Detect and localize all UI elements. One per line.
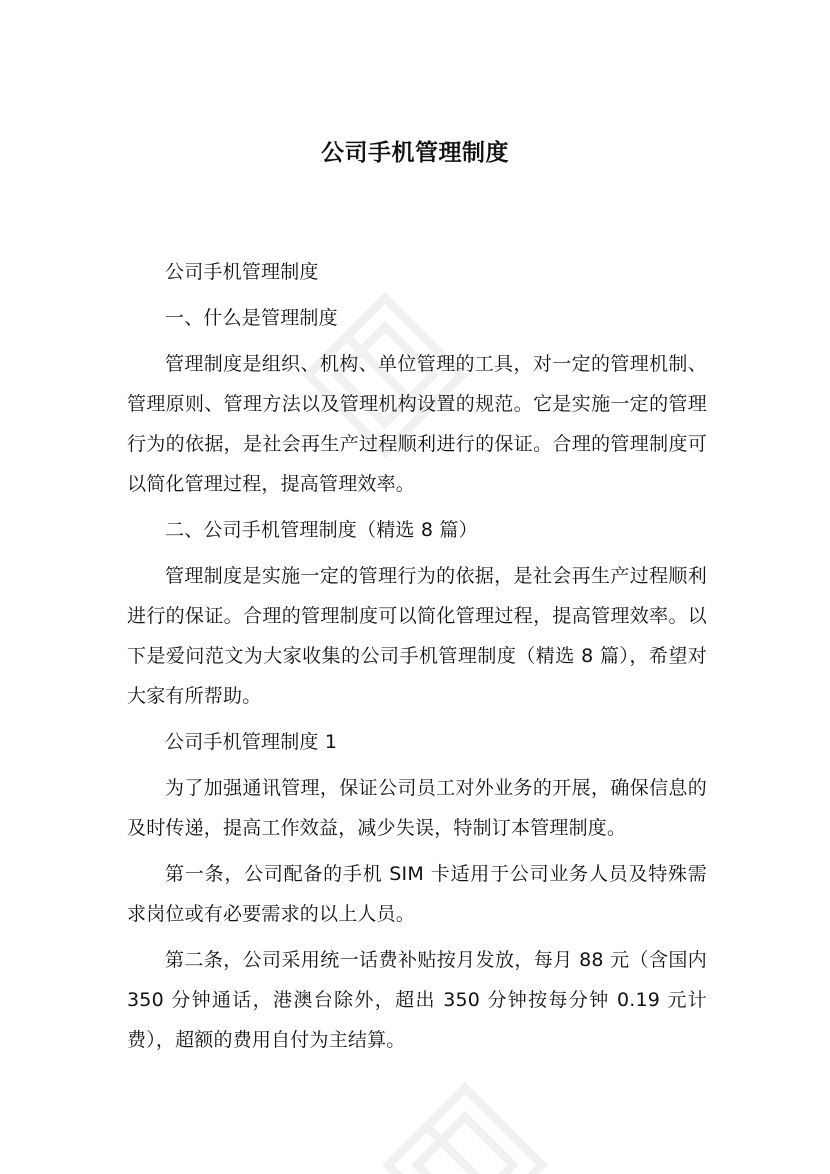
- document-body: [127, 252, 707, 1066]
- paragraph-definition: 管理制度是组织、机构、单位管理的工具，对一定的管理机制、管理原则、管理方法以及管理机构设置的规范。它是实施一定的管理行为的依据，是社会再生产过程顺利进行的保证。合理的管理制度可以简化管理过程，提高管理效率。: [127, 353, 707, 495]
- section-heading-selected: 二、公司手机管理制度（精选 8 篇）: [165, 519, 478, 541]
- paragraph-purpose: 为了加强通讯管理，保证公司员工对外业务的开展，确保信息的及时传递，提高工作效益，减少失误，特制订本管理制度。: [127, 777, 707, 839]
- section-heading-what-is: 一、什么是管理制度: [165, 307, 338, 329]
- paragraph-article-2: 第二条，公司采用统一话费补贴按月发放，每月 88 元（含国内 350 分钟通话，港澳台除外，超出 350 分钟按每分钟 0.19 元计费），超额的费用自付为主结算。: [127, 949, 707, 1051]
- document-title: 公司手机管理制度: [321, 140, 509, 166]
- section-heading-main: 公司手机管理制度: [165, 261, 319, 283]
- watermark-logo-icon: [380, 1080, 550, 1174]
- section-heading-policy-1: 公司手机管理制度 1: [165, 731, 338, 753]
- paragraph-article-1: 第一条，公司配备的手机 SIM 卡适用于公司业务人员及特殊需求岗位或有必要需求的以上人员。: [127, 863, 707, 925]
- paragraph-intro: 管理制度是实施一定的管理行为的依据，是社会再生产过程顺利进行的保证。合理的管理制度可以简化管理过程，提高管理效率。以下是爱问范文为大家收集的公司手机管理制度（精选 8 篇），希望对大家有所帮助。: [127, 565, 707, 707]
